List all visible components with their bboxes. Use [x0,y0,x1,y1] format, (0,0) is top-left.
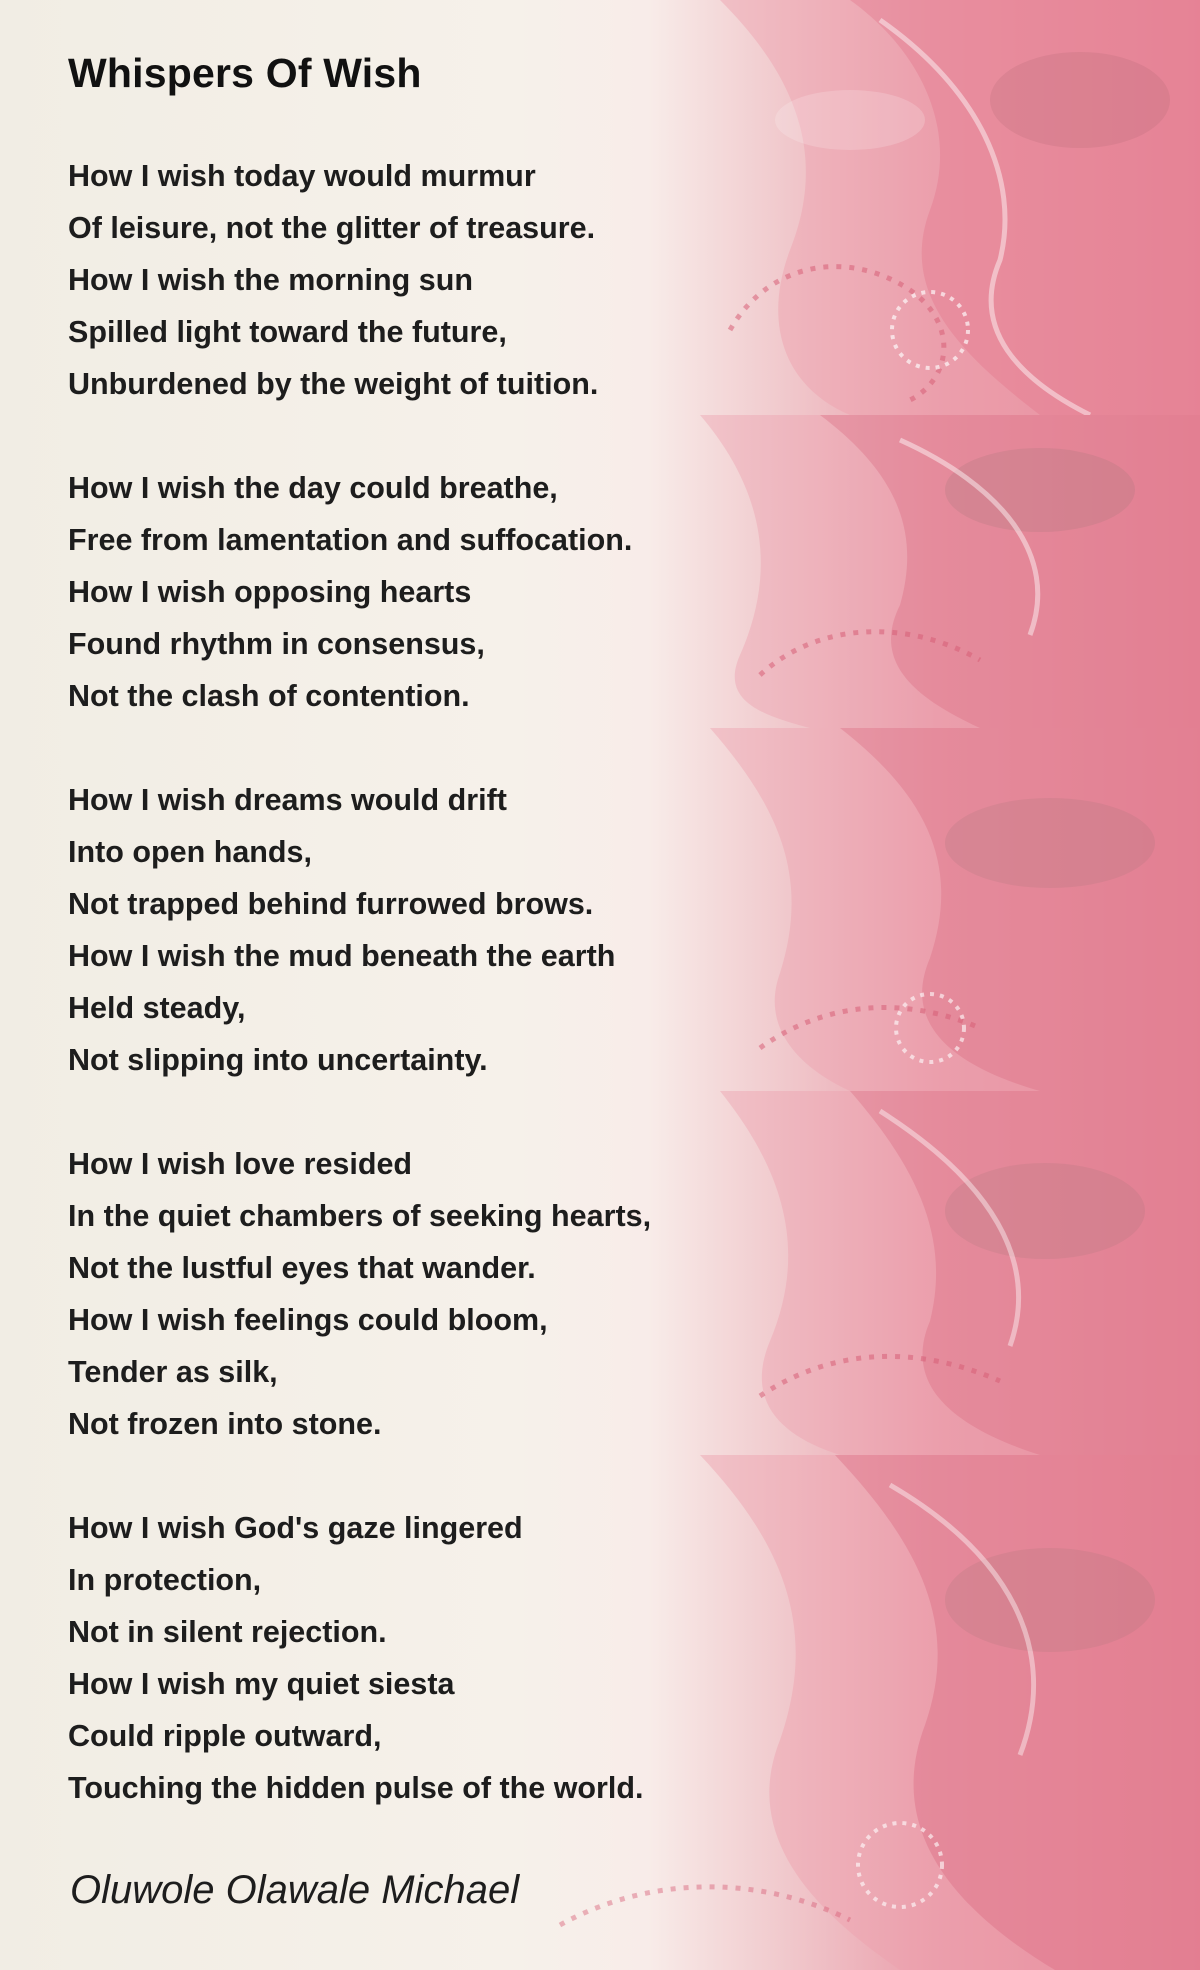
poem-line: Not frozen into stone. [68,1407,382,1441]
stanza [68,1138,828,1450]
poem-line: How I wish God's gaze lingered [68,1511,523,1545]
poem-line: Unburdened by the weight of tuition. [68,367,599,401]
poem-line: Not in silent rejection. [68,1615,387,1649]
poem-line: In the quiet chambers of seeking hearts, [68,1199,652,1233]
poem-body [68,150,828,1866]
poem-line: Free from lamentation and suffocation. [68,523,633,557]
poem-line: Held steady, [68,991,246,1025]
poem-line: Not the clash of contention. [68,679,470,713]
poem-line: Of leisure, not the glitter of treasure. [68,211,596,245]
poem-line: Spilled light toward the future, [68,315,507,349]
poem-line: How I wish today would murmur [68,159,536,193]
author-signature: Oluwole Olawale Michael [70,1868,520,1912]
poem-line: In protection, [68,1563,262,1597]
poem-line: Into open hands, [68,835,312,869]
poem-line: How I wish love resided [68,1147,413,1181]
poem-line: How I wish the mud beneath the earth [68,939,616,973]
stanza [68,1502,828,1814]
poem-line: Not slipping into uncertainty. [68,1043,488,1077]
poem-line: Tender as silk, [68,1355,278,1389]
poem-line: How I wish feelings could bloom, [68,1303,548,1337]
poem-line: Found rhythm in consensus, [68,627,485,661]
poem-line: Touching the hidden pulse of the world. [68,1771,644,1805]
poem-line: Could ripple outward, [68,1719,382,1753]
poem-line: Not the lustful eyes that wander. [68,1251,536,1285]
stanza [68,462,828,722]
poem-line: How I wish my quiet siesta [68,1667,455,1701]
stanza [68,150,828,410]
poem-line: Not trapped behind furrowed brows. [68,887,594,921]
stanza [68,774,828,1086]
poem-line: How I wish the day could breathe, [68,471,558,505]
poem-line: How I wish opposing hearts [68,575,472,609]
poem-line: How I wish dreams would drift [68,783,507,817]
poem-line: How I wish the morning sun [68,263,473,297]
poem-title: Whispers Of Wish [68,50,422,96]
